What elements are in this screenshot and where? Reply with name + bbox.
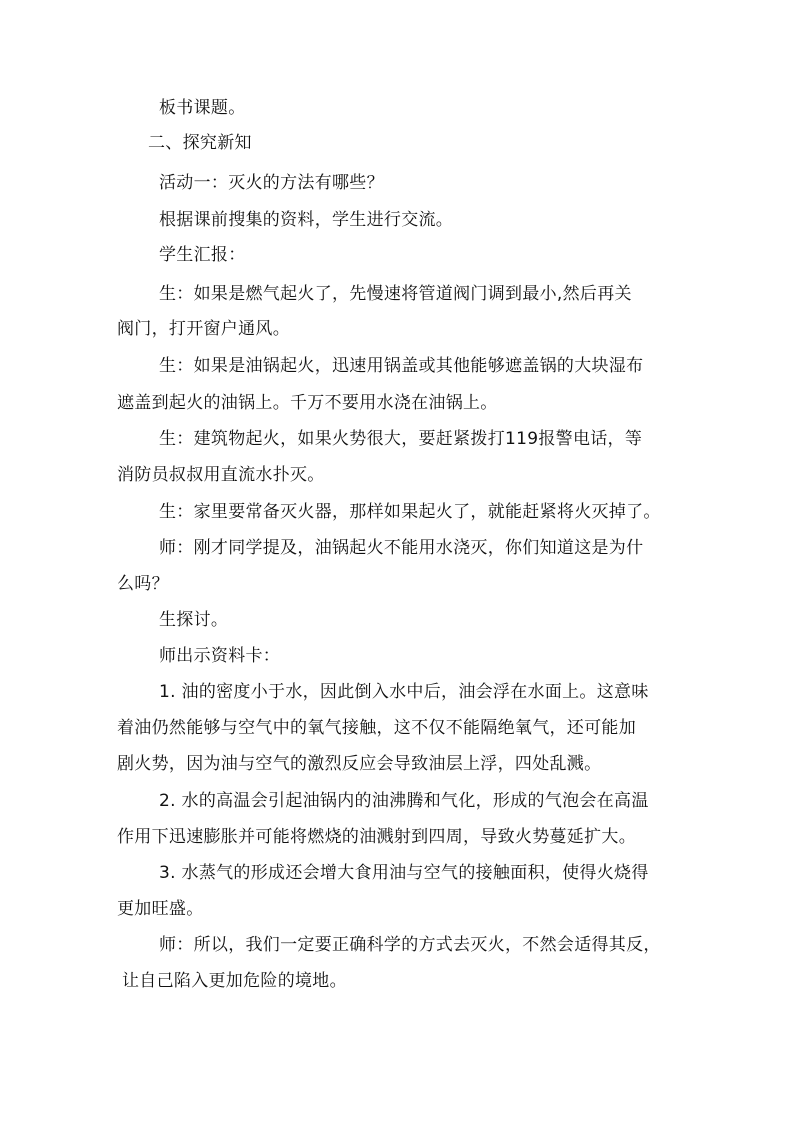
paragraph-line: 消防员叔叔用直流水扑灭。 — [117, 465, 325, 485]
paragraph-line: 师出示资料卡： — [159, 646, 281, 666]
paragraph-line: 生：如果是油锅起火，迅速用锅盖或其他能够遮盖锅的大块湿布 — [159, 356, 644, 376]
paragraph-line: 生：建筑物起火，如果火势很大，要赶紧拨打119报警电话，等 — [159, 429, 643, 449]
paragraph-line: 阀门，打开窗户通风。 — [117, 319, 290, 339]
paragraph-line: 生：如果是燃气起火了，先慢速将管道阀门调到最小,然后再关 — [159, 284, 632, 304]
paragraph-line: 遮盖到起火的油锅上。千万不要用水浇在油锅上。 — [117, 393, 498, 413]
section-heading: 二、探究新知 — [148, 133, 252, 153]
paragraph-line: 师：刚才同学提及，油锅起火不能用水浇灭，你们知道这是为什 — [159, 538, 644, 558]
paragraph-line: 着油仍然能够与空气中的氧气接触，这不仅不能隔绝氧气，还可能加 — [117, 718, 636, 738]
activity-heading: 活动一：灭火的方法有哪些？ — [159, 173, 384, 193]
paragraph-line: 1. 油的密度小于水，因此倒入水中后，油会浮在水面上。这意味 — [159, 682, 649, 702]
paragraph-line: 剧火势，因为油与空气的激烈反应会导致油层上浮，四处乱溅。 — [117, 754, 602, 774]
paragraph-line: 更加旺盛。 — [117, 899, 204, 919]
paragraph-line: 生：家里要常备灭火器，那样如果起火了，就能赶紧将火灭掉了。 — [159, 502, 661, 522]
paragraph-line: 学生汇报： — [159, 245, 246, 265]
paragraph-line: 作用下迅速膨胀并可能将燃烧的油溅射到四周，导致火势蔓延扩大。 — [117, 827, 636, 847]
paragraph-line: 根据课前搜集的资料，学生进行交流。 — [159, 210, 454, 230]
paragraph-line: 2. 水的高温会引起油锅内的油沸腾和气化，形成的气泡会在高温 — [159, 791, 649, 811]
paragraph-line: 么吗？ — [117, 574, 169, 594]
paragraph-line: 生探讨。 — [159, 610, 229, 630]
paragraph-line: 板书课题。 — [159, 98, 246, 118]
paragraph-line: 师：所以，我们一定要正确科学的方式去灭火，不然会适得其反， — [159, 935, 661, 955]
paragraph-line: 让自己陷入更加危险的境地。 — [122, 971, 347, 991]
paragraph-line: 3. 水蒸气的形成还会增大食用油与空气的接触面积，使得火烧得 — [159, 863, 649, 883]
